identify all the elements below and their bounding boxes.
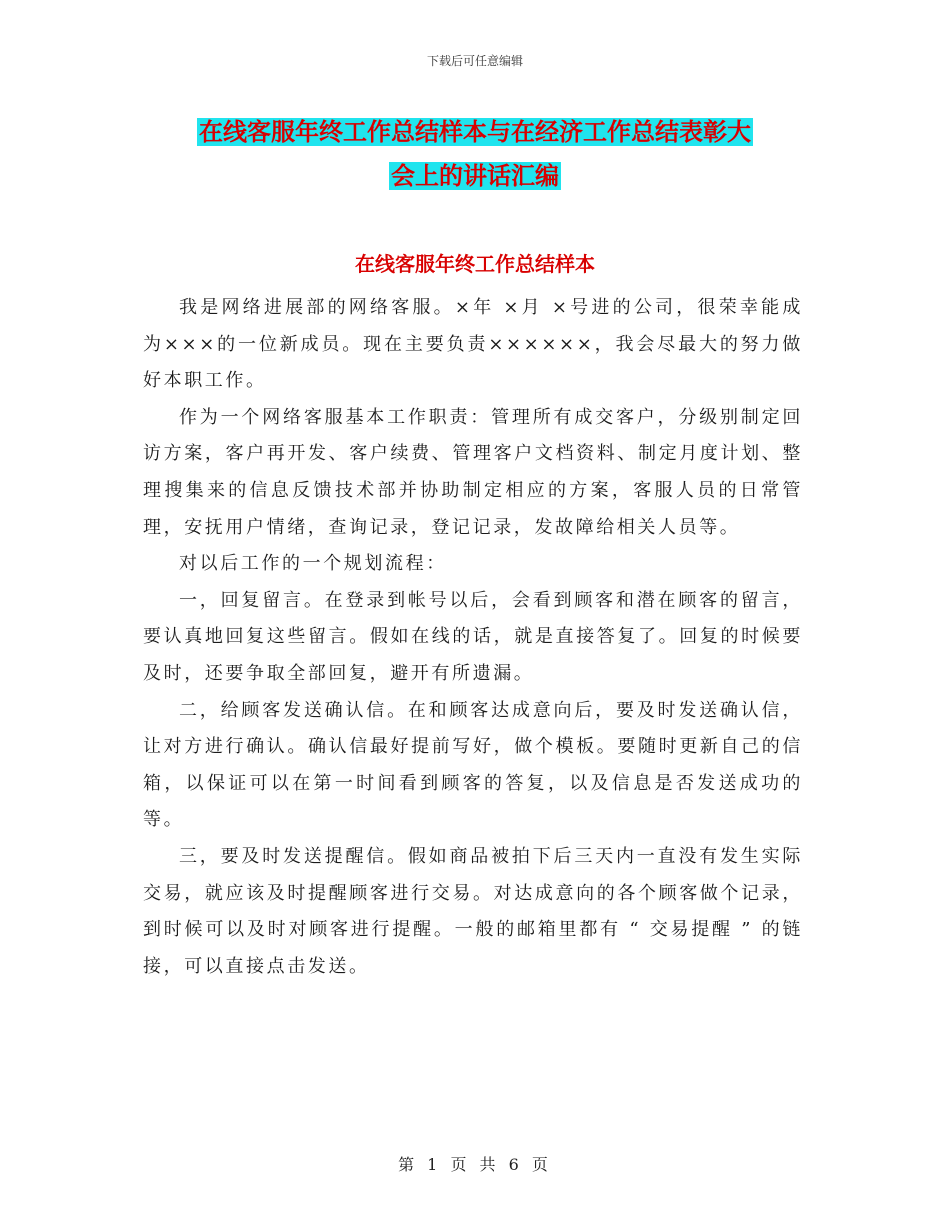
section-title: 在线客服年终工作总结样本 — [355, 252, 595, 276]
document-title-line-2: 会上的讲话汇编 — [391, 162, 559, 190]
paragraph: 二，给顾客发送确认信。在和顾客达成意向后，要及时发送确认信，让对方进行确认。确认信最好提前写好，做个模板。要随时更新自己的信箱，以保证可以在第一时间看到顾客的答复，以及信息是否发送成功的等。 — [143, 699, 803, 831]
page-header-note: 下载后可任意编辑 — [426, 54, 523, 68]
document-title — [140, 110, 810, 198]
paragraph: 作为一个网络客服基本工作职责：管理所有成交客户，分级别制定回访方案，客户再开发、客户续费、管理客户文档资料、制定月度计划、整理搜集来的信息反馈技术部并协助制定相应的方案，客服人员的日常管理，安抚用户情绪，查询记录，登记记录，发故障给相关人员等。 — [143, 406, 803, 538]
document-title-line-1: 在线客服年终工作总结样本与在经济工作总结表彰大 — [199, 118, 751, 146]
paragraph: 三，要及时发送提醒信。假如商品被拍下后三天内一直没有发生实际交易，就应该及时提醒顾客进行交易。对达成意向的各个顾客做个记录，到时候可以及时对顾客进行提醒。一般的邮箱里都有 “ 交易提醒 ” 的链接，可以直接点击发送。 — [143, 845, 803, 977]
paragraph: 我是网络进展部的网络客服。×年 ×月 ×号进的公司，很荣幸能成为×××的一位新成员。现在主要负责××××××，我会尽最大的努力做好本职工作。 — [143, 297, 803, 392]
paragraph: 对以后工作的一个规划流程： — [179, 553, 447, 575]
paragraph: 一，回复留言。在登录到帐号以后，会看到顾客和潜在顾客的留言，要认真地回复这些留言。假如在线的话，就是直接答复了。回复的时候要及时，还要争取全部回复，避开有所遗漏。 — [143, 589, 803, 684]
document-body — [143, 290, 803, 985]
page-number: 第 1 页 共 6 页 — [398, 1155, 552, 1174]
